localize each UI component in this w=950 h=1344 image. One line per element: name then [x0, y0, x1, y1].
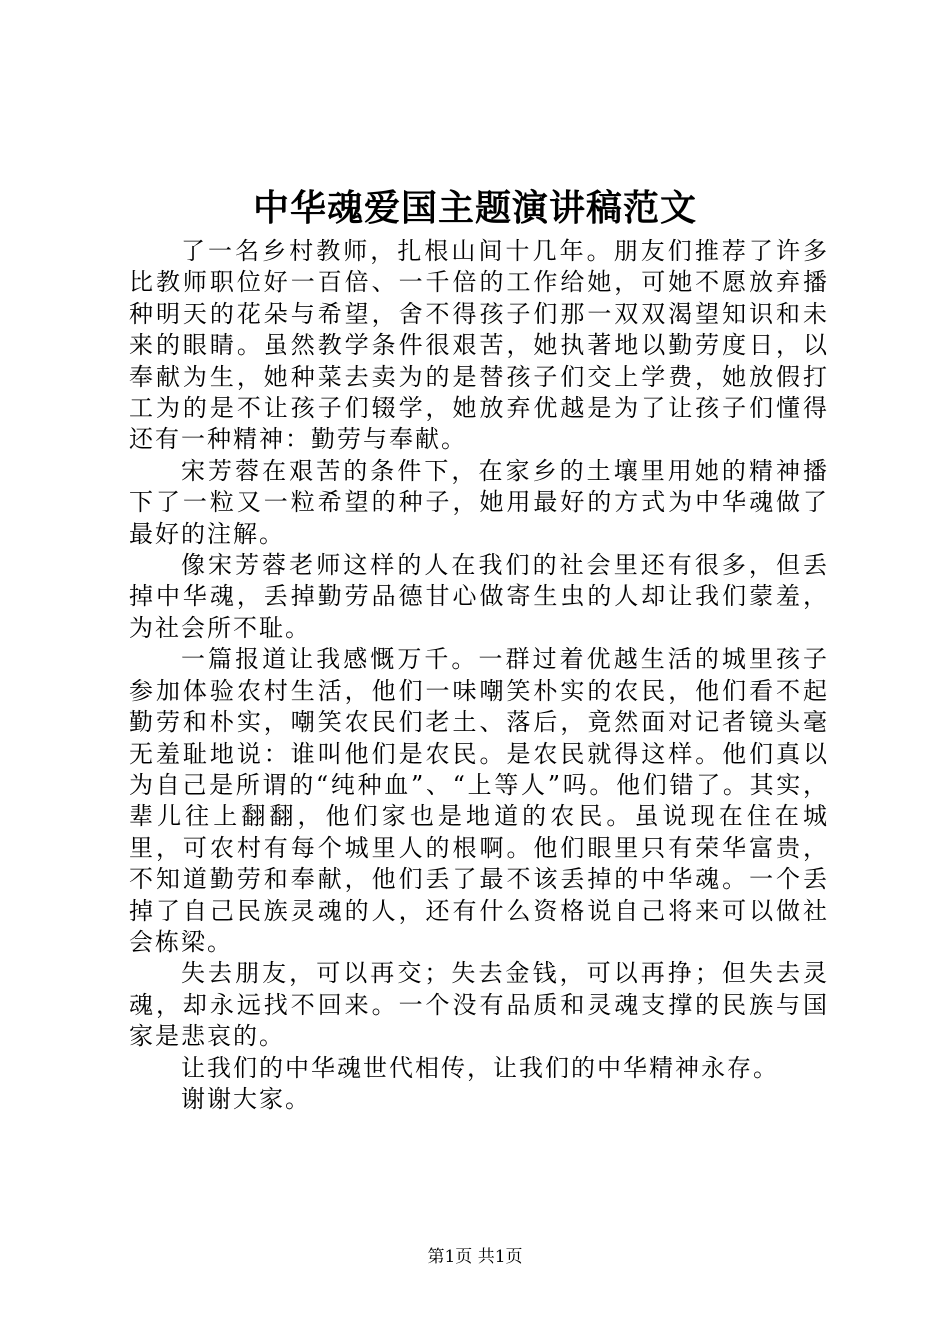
paragraph-2: 宋芳蓉在艰苦的条件下，在家乡的土壤里用她的精神播下了一粒又一粒希望的种子，她用最好的方式为中华魂做了最好的注解。 [129, 456, 829, 548]
paragraph-4: 一篇报道让我感慨万千。一群过着优越生活的城里孩子参加体验农村生活，他们一味嘲笑朴实的农民，他们看不起勤劳和朴实，嘲笑农民们老土、落后，竟然面对记者镜头毫无羞耻地说：谁叫他们是农民。是农民就得这样。他们真以为自己是所谓的“纯种血”、“上等人”吗。他们错了。其实，辈儿往上翻翻，他们家也是地道的农民。虽说现在住在城里，可农村有每个城里人的根啊。他们眼里只有荣华富贵，不知道勤劳和奉献，他们丢了最不该丢掉的中华魂。一个丢掉了自己民族灵魂的人，还有什么资格说自己将来可以做社会栋梁。 [129, 645, 829, 956]
page-footer: 第1页 共1页 [427, 1247, 523, 1267]
document-body [129, 236, 829, 1115]
paragraph-7: 谢谢大家。 [181, 1084, 311, 1113]
document-title: 中华魂爱国主题演讲稿范文 [252, 187, 697, 229]
paragraph-3: 像宋芳蓉老师这样的人在我们的社会里还有很多，但丢掉中华魂，丢掉勤劳品德甘心做寄生虫的人却让我们蒙羞，为社会所不耻。 [129, 551, 829, 642]
paragraph-6: 让我们的中华魂世代相传，让我们的中华精神永存。 [181, 1053, 779, 1082]
paragraph-5: 失去朋友，可以再交；失去金钱，可以再挣；但失去灵魂，却永远找不回来。一个没有品质和灵魂支撑的民族与国家是悲哀的。 [129, 959, 829, 1051]
paragraph-1: 了一名乡村教师，扎根山间十几年。朋友们推荐了许多比教师职位好一百倍、一千倍的工作给她，可她不愿放弃播种明天的花朵与希望，舍不得孩子们那一双双渴望知识和未来的眼睛。虽然教学条件很艰苦，她执著地以勤劳度日，以奉献为生，她种菜去卖为的是替孩子们交上学费，她放假打工为的是不让孩子们辍学，她放弃优越是为了让孩子们懂得还有一种精神：勤劳与奉献。 [129, 237, 829, 454]
